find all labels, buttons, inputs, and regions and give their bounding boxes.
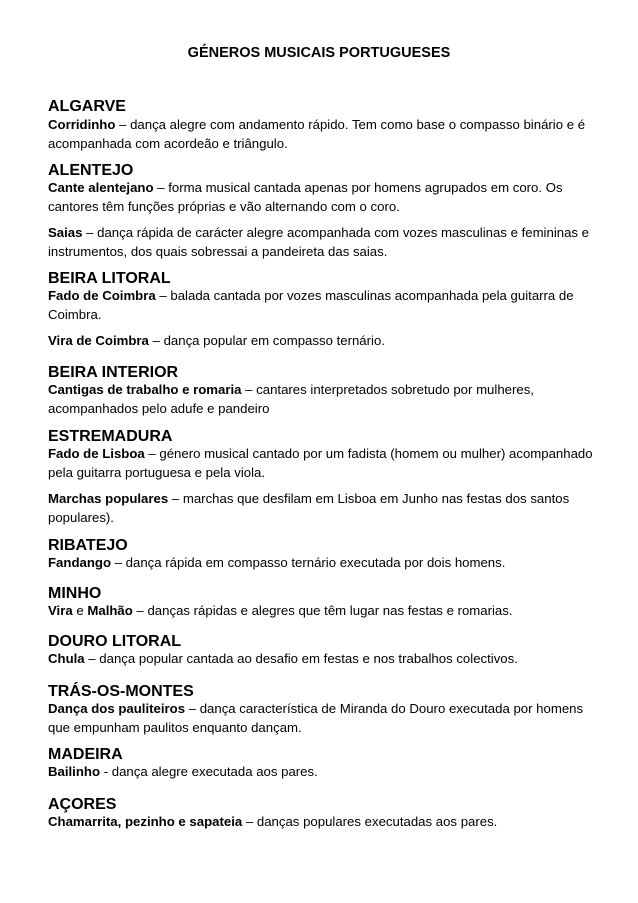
entry-vira-malhao <box>48 602 593 621</box>
entry-term: Bailinho <box>48 764 101 779</box>
section-heading-estremadura: ESTREMADURA <box>48 428 173 445</box>
entry-text: – dança alegre com andamento rápido. Tem como base o compasso binário e é acompanhada com acordeão e triângulo. <box>48 117 586 151</box>
entry-term: Fandango <box>48 555 112 570</box>
section-heading-algarve: ALGARVE <box>48 98 126 115</box>
entry-text: – dança popular em compasso ternário. <box>148 333 385 348</box>
section-heading-tras-os-montes: TRÁS-OS-MONTES <box>48 683 194 700</box>
entry-text: – danças populares executadas aos pares. <box>242 814 498 829</box>
entry-danca-dos-pauliteiros <box>48 700 593 737</box>
entry-term: Corridinho <box>48 117 116 132</box>
entry-term: Fado de Coimbra <box>48 288 156 303</box>
entry-text: - dança alegre executada aos pares. <box>100 764 318 779</box>
section-heading-beira-litoral: BEIRA LITORAL <box>48 270 171 287</box>
entry-bailinho <box>48 763 593 782</box>
section-heading-minho: MINHO <box>48 585 102 602</box>
entry-term: Dança dos pauliteiros <box>48 701 186 716</box>
entry-term: Vira <box>48 603 73 618</box>
entry-text: – género musical cantado por um fadista (homem ou mulher) acompanhado pela guitarra portuguesa e pela viola. <box>48 446 593 480</box>
entry-chula <box>48 650 593 669</box>
entry-chamarrita <box>48 813 593 832</box>
document-title: GÉNEROS MUSICAIS PORTUGUESES <box>187 45 451 61</box>
entry-term: Marchas populares <box>48 491 169 506</box>
entry-marchas-populares <box>48 490 593 527</box>
entry-vira-de-coimbra <box>48 332 593 351</box>
entry-text: – dança popular cantada ao desafio em festas e nos trabalhos colectivos. <box>84 651 518 666</box>
entry-text-secondary: – danças rápidas e alegres que têm lugar nas festas e romarias. <box>132 603 513 618</box>
entry-saias <box>48 224 593 261</box>
entry-term: Cante alentejano <box>48 180 154 195</box>
entry-corridinho <box>48 116 593 153</box>
entry-cante-alentejano <box>48 179 593 216</box>
entry-text: – cantares interpretados sobretudo por mulheres, acompanhados pelo adufe e pandeiro <box>48 382 534 416</box>
entry-term-secondary: Malhão <box>87 603 133 618</box>
entry-term: Vira de Coimbra <box>48 333 149 348</box>
section-heading-acores: AÇORES <box>48 796 117 813</box>
entry-fado-de-lisboa <box>48 445 593 482</box>
entry-text: – balada cantada por vozes masculinas acompanhada pela guitarra de Coimbra. <box>48 288 574 322</box>
entry-text: – marchas que desfilam em Lisboa em Junho nas festas dos santos populares). <box>48 491 570 525</box>
entry-text: e <box>72 603 88 618</box>
entry-fado-de-coimbra <box>48 287 593 324</box>
section-heading-madeira: MADEIRA <box>48 746 123 763</box>
entry-text: – dança rápida em compasso ternário executada por dois homens. <box>111 555 506 570</box>
entry-term: Saias <box>48 225 83 240</box>
entry-term: Cantigas de trabalho e romaria <box>48 382 242 397</box>
section-heading-douro-litoral: DOURO LITORAL <box>48 633 182 650</box>
entry-term: Chula <box>48 651 85 666</box>
entry-text: – dança rápida de carácter alegre acompanhada com vozes masculinas e femininas e instrumentos, dos quais sobressai a pandeireta das saias. <box>48 225 590 259</box>
section-heading-alentejo: ALENTEJO <box>48 162 134 179</box>
entry-term: Chamarrita, pezinho e sapateia <box>48 814 243 829</box>
section-heading-ribatejo: RIBATEJO <box>48 537 128 554</box>
entry-fandango <box>48 554 593 573</box>
entry-term: Fado de Lisboa <box>48 446 145 461</box>
entry-cantigas-de-trabalho <box>48 381 593 418</box>
entry-text: – dança característica de Miranda do Douro executada por homens que empunham paulitos enquanto dançam. <box>48 701 584 735</box>
entry-text: – forma musical cantada apenas por homens agrupados em coro. Os cantores têm funções próprias e vão alternando com o coro. <box>48 180 563 214</box>
section-heading-beira-interior: BEIRA INTERIOR <box>48 364 179 381</box>
